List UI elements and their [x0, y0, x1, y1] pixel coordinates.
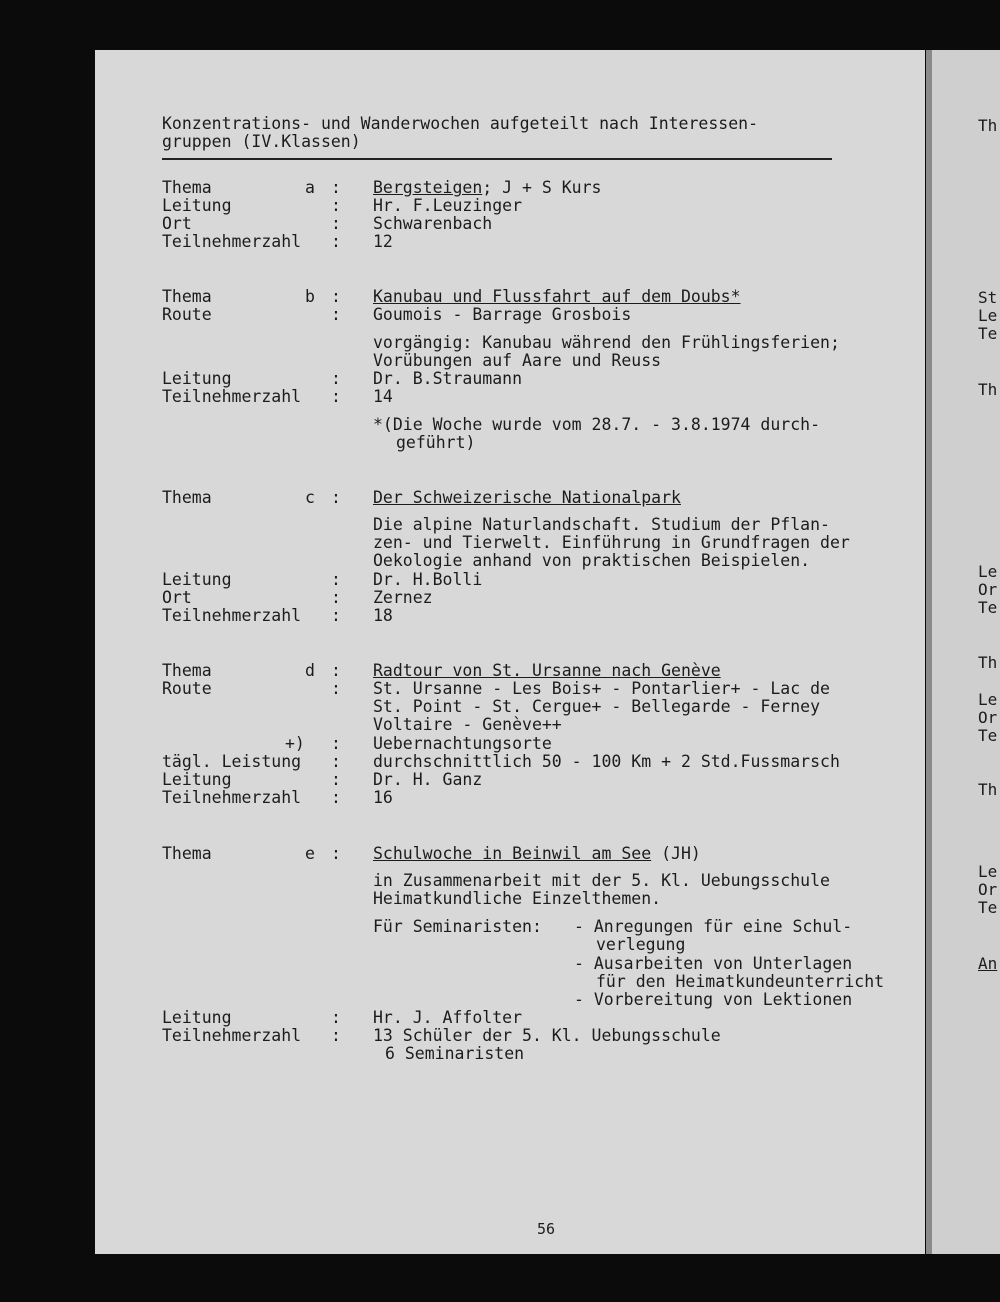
seminar-item-1-cont: verlegung	[596, 935, 686, 954]
letter-b: b	[305, 287, 315, 306]
leitung-c-value: Dr. H.Bolli	[373, 570, 483, 589]
next-page-fragment: Le	[978, 306, 998, 325]
next-page-fragment: St	[978, 288, 998, 307]
colon: :	[331, 770, 341, 789]
document-page	[95, 50, 925, 1254]
colon: :	[331, 844, 341, 863]
thema-b-title: Kanubau und Flussfahrt auf dem Doubs*	[373, 287, 741, 306]
e-desc-line-1: in Zusammenarbeit mit der 5. Kl. Uebungsschule	[373, 871, 830, 890]
thema-e-value	[373, 845, 701, 863]
route-d-line-1: St. Ursanne - Les Bois+ - Pontarlier+ - Lac de	[373, 679, 830, 698]
heading-rule	[162, 158, 832, 160]
colon: :	[331, 387, 341, 406]
label-thema-e: Thema	[162, 844, 212, 863]
ort-a-value: Schwarenbach	[373, 214, 493, 233]
next-page-fragment: Le	[978, 862, 998, 881]
heading-line-2: gruppen (IV.Klassen)	[162, 132, 361, 151]
label-leitung-b: Leitung	[162, 369, 232, 388]
teilnehmer-d-value: 16	[373, 788, 393, 807]
label-leitung-a: Leitung	[162, 196, 232, 215]
colon: :	[331, 588, 341, 607]
colon: :	[331, 661, 341, 680]
label-taegl-leistung: tägl. Leistung	[162, 752, 302, 771]
thema-e-rest: (JH)	[651, 844, 701, 863]
next-page-fragment: Le	[978, 562, 998, 581]
label-ort-c: Ort	[162, 588, 192, 607]
next-page-fragment: Or	[978, 580, 998, 599]
colon: :	[331, 196, 341, 215]
teilnehmer-a-value: 12	[373, 232, 393, 251]
label-teilnehmer-c: Teilnehmerzahl	[162, 606, 302, 625]
letter-c: c	[305, 488, 315, 507]
label-leitung-d: Leitung	[162, 770, 232, 789]
next-page-fragment: Te	[978, 726, 998, 745]
label-ort-a: Ort	[162, 214, 192, 233]
c-desc-line-2: zen- und Tierwelt. Einführung in Grundfragen der	[373, 533, 850, 552]
leitung-b-value: Dr. B.Straumann	[373, 369, 523, 388]
colon: :	[331, 287, 341, 306]
b-footnote-line-1: *(Die Woche wurde vom 28.7. - 3.8.1974 durch-	[373, 415, 821, 434]
label-thema-b: Thema	[162, 287, 212, 306]
b-footnote-line-2: geführt)	[396, 433, 476, 452]
next-page-fragment: Th	[978, 380, 998, 399]
seminar-label: Für Seminaristen:	[373, 917, 542, 936]
b-note-line-2: Vorübungen auf Aare und Reuss	[373, 351, 662, 370]
colon: :	[331, 570, 341, 589]
colon: :	[331, 232, 341, 251]
letter-d: d	[305, 661, 315, 680]
ort-c-value: Zernez	[373, 588, 433, 607]
thema-e-title: Schulwoche in Beinwil am See	[373, 844, 652, 863]
leitung-e-value: Hr. J. Affolter	[373, 1008, 523, 1027]
next-page-fragment: Le	[978, 690, 998, 709]
next-page-fragment: Te	[978, 598, 998, 617]
colon: :	[331, 1008, 341, 1027]
b-note-line-1: vorgängig: Kanubau während den Frühlingsferien;	[373, 333, 840, 352]
colon: :	[331, 734, 341, 753]
label-teilnehmer-a: Teilnehmerzahl	[162, 232, 302, 251]
route-d-line-2: St. Point - St. Cergue+ - Bellegarde - Ferney	[373, 697, 821, 716]
page-gutter	[926, 50, 932, 1254]
teilnehmer-e-line-2: 6 Seminaristen	[385, 1044, 525, 1063]
next-page-fragment: Or	[978, 880, 998, 899]
teilnehmer-b-value: 14	[373, 387, 393, 406]
adjacent-page-edge	[926, 50, 1000, 1254]
colon: :	[331, 178, 341, 197]
taegl-leistung-value: durchschnittlich 50 - 100 Km + 2 Std.Fussmarsch	[373, 752, 840, 771]
letter-a: a	[305, 178, 315, 197]
route-d-line-3: Voltaire - Genève++	[373, 715, 562, 734]
next-page-fragment: Te	[978, 898, 998, 917]
label-thema-d: Thema	[162, 661, 212, 680]
leitung-d-value: Dr. H. Ganz	[373, 770, 483, 789]
teilnehmer-e-line-1: 13 Schüler der 5. Kl. Uebungsschule	[373, 1026, 721, 1045]
next-page-fragment: An	[978, 954, 998, 973]
next-page-fragment: Or	[978, 708, 998, 727]
c-desc-line-3: Oekologie anhand von praktischen Beispielen.	[373, 551, 811, 570]
seminar-item-3: - Vorbereitung von Lektionen	[574, 990, 853, 1009]
seminar-item-2-cont: für den Heimatkundeunterricht	[596, 972, 885, 991]
colon: :	[331, 788, 341, 807]
route-b-value: Goumois - Barrage Grosbois	[373, 305, 632, 324]
thema-a-rest: ; J + S Kurs	[482, 178, 602, 197]
heading-line-1: Konzentrations- und Wanderwochen aufgeteilt nach Interessen-	[162, 114, 759, 133]
colon: :	[331, 1026, 341, 1045]
c-desc-line-1: Die alpine Naturlandschaft. Studium der Pflan-	[373, 515, 830, 534]
colon: :	[331, 214, 341, 233]
next-page-fragment: Th	[978, 653, 998, 672]
thema-d-title: Radtour von St. Ursanne nach Genève	[373, 661, 721, 680]
colon: :	[331, 752, 341, 771]
leitung-a-value: Hr. F.Leuzinger	[373, 196, 523, 215]
colon: :	[331, 369, 341, 388]
next-page-fragment: Th	[978, 780, 998, 799]
next-page-fragment: Te	[978, 324, 998, 343]
uebernachtung-value: Uebernachtungsorte	[373, 734, 552, 753]
teilnehmer-c-value: 18	[373, 606, 393, 625]
page-number: 56	[537, 1220, 556, 1238]
label-teilnehmer-e: Teilnehmerzahl	[162, 1026, 302, 1045]
thema-a-title: Bergsteigen	[373, 178, 483, 197]
label-teilnehmer-b: Teilnehmerzahl	[162, 387, 302, 406]
e-desc-line-2: Heimatkundliche Einzelthemen.	[373, 889, 662, 908]
label-thema-a: Thema	[162, 178, 212, 197]
seminar-item-1: - Anregungen für eine Schul-	[574, 917, 853, 936]
label-route-b: Route	[162, 305, 212, 324]
letter-e: e	[305, 844, 315, 863]
thema-a-value	[373, 179, 602, 197]
thema-c-title: Der Schweizerische Nationalpark	[373, 488, 681, 507]
label-route-d: Route	[162, 679, 212, 698]
colon: :	[331, 606, 341, 625]
label-thema-c: Thema	[162, 488, 212, 507]
colon: :	[331, 488, 341, 507]
seminar-item-2: - Ausarbeiten von Unterlagen	[574, 954, 853, 973]
next-page-fragment: Th	[978, 116, 998, 135]
label-teilnehmer-d: Teilnehmerzahl	[162, 788, 302, 807]
label-leitung-c: Leitung	[162, 570, 232, 589]
colon: :	[331, 679, 341, 698]
colon: :	[331, 305, 341, 324]
label-plus-footnote: +)	[285, 734, 305, 753]
label-leitung-e: Leitung	[162, 1008, 232, 1027]
